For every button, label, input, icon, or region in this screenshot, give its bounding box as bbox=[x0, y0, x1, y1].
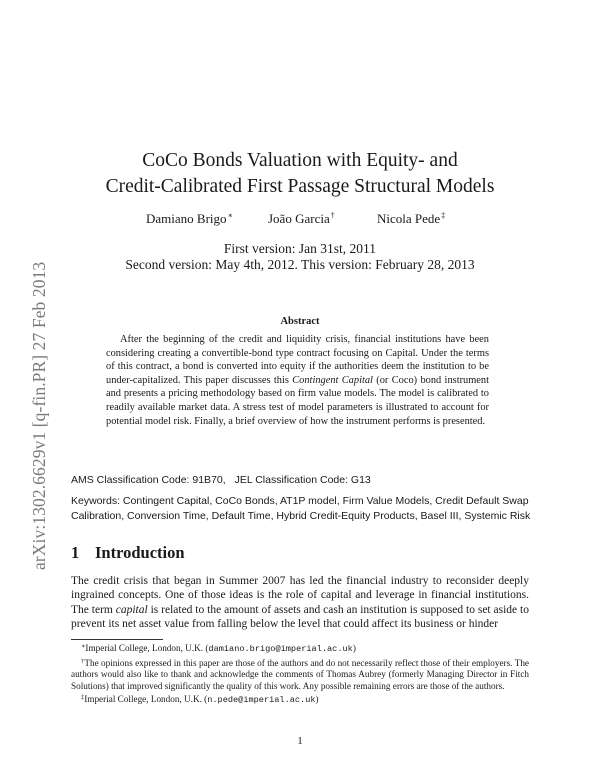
keywords: Keywords: Contingent Capital, CoCo Bonds, AT1P model, Firm Value Models, Credit Default Swap Calibration, Conversion Time, Default Time, Hybrid Credit-Equity Products, Basel III, Systemic Risk bbox=[71, 495, 531, 522]
paper-title bbox=[0, 148, 600, 200]
section-number: 1 bbox=[71, 543, 80, 562]
abstract-text-2: (or Coco) bond instrument and presents a pricing methodology based on firm value models. The model is calibrated to readily available market data. A stress test of model parameters is illustrated to account for potential model risk. Finally, a brief overview of how the instrument performs is presented. bbox=[106, 374, 490, 427]
abstract-heading: Abstract bbox=[280, 316, 320, 327]
version-info bbox=[0, 241, 600, 273]
author-mark: ‡ bbox=[441, 211, 446, 220]
footnote-1 bbox=[71, 641, 529, 656]
body-text-1: The credit crisis that began in Summer 2007 has led the financial industry to reconsider deeply ingrained concepts. One of those ideas is the role of capital and leverage in financial institutions. The term bbox=[71, 575, 529, 616]
section-title: Introduction bbox=[95, 543, 185, 562]
arxiv-stamp-text: arXiv:1302.6629v1 [q-fin.PR] 27 Feb 2013 bbox=[29, 261, 49, 570]
title-line-1: CoCo Bonds Valuation with Equity- and bbox=[142, 150, 458, 171]
body-emphasis: capital bbox=[115, 603, 148, 616]
introduction-text bbox=[71, 574, 529, 631]
abstract-emphasis: Contingent Capital bbox=[292, 374, 373, 386]
footnote-rule bbox=[71, 639, 163, 640]
footnote-mark: ∗ bbox=[81, 643, 86, 650]
footnotes bbox=[71, 641, 529, 707]
title-line-2: Credit-Calibrated First Passage Structural Models bbox=[105, 176, 495, 197]
footnote-close: ) bbox=[352, 643, 356, 653]
author-name: João Garcia bbox=[268, 211, 330, 226]
author-3 bbox=[377, 211, 445, 227]
page-number: 1 bbox=[297, 735, 303, 747]
ams-code: AMS Classification Code: 91B70, bbox=[71, 474, 226, 486]
footnote-2 bbox=[71, 656, 529, 693]
footnote-text: The opinions expressed in this paper are those of the authors and do not necessarily reflect those of their employers. The authors would also like to thank and acknowledge the comments of Thomas Aubrey (formerly Managing Director in Fitch Solutions) that improved significantly the quality of this work. Any possible remaining errors are those of the authors. bbox=[71, 657, 529, 691]
abstract-text-1: After the beginning of the credit and liquidity crisis, financial institutions have been considering creating a convertible-bond type contract focusing on Capital. Under the terms of this contract, a bond is converted into equity if the authorities deem the institution to be under-capitalized. This paper discusses this bbox=[106, 334, 489, 386]
author-mark: ∗ bbox=[227, 211, 233, 220]
footnote-mark: † bbox=[81, 657, 85, 665]
jel-code: JEL Classification Code: G13 bbox=[234, 474, 371, 486]
author-2 bbox=[268, 211, 335, 227]
footnote-text: Imperial College, London, U.K. ( bbox=[84, 694, 208, 705]
author-name: Damiano Brigo bbox=[146, 211, 227, 226]
footnote-email: n.pede@imperial.ac.uk bbox=[207, 695, 316, 706]
footnote-3 bbox=[71, 692, 529, 707]
body-text-2: is related to the amount of assets and cash an institution is supposed to set aside to prevent its net asset value from falling below the level that could affect its business or hinder bbox=[71, 603, 529, 630]
author-mark: † bbox=[330, 211, 335, 220]
author-1 bbox=[146, 211, 233, 227]
author-name: Nicola Pede bbox=[377, 211, 441, 226]
footnote-email: damiano.brigo@imperial.ac.uk bbox=[208, 644, 353, 654]
footnote-close: ) bbox=[315, 694, 319, 705]
footnote-mark: ‡ bbox=[81, 694, 85, 702]
footnote-text: Imperial College, London, U.K. ( bbox=[85, 643, 209, 653]
second-version: Second version: May 4th, 2012. This version: February 28, 2013 bbox=[125, 257, 475, 272]
first-version: First version: Jan 31st, 2011 bbox=[223, 241, 377, 256]
section-heading bbox=[71, 543, 185, 563]
abstract-body bbox=[106, 333, 489, 428]
classification-codes bbox=[71, 474, 371, 486]
